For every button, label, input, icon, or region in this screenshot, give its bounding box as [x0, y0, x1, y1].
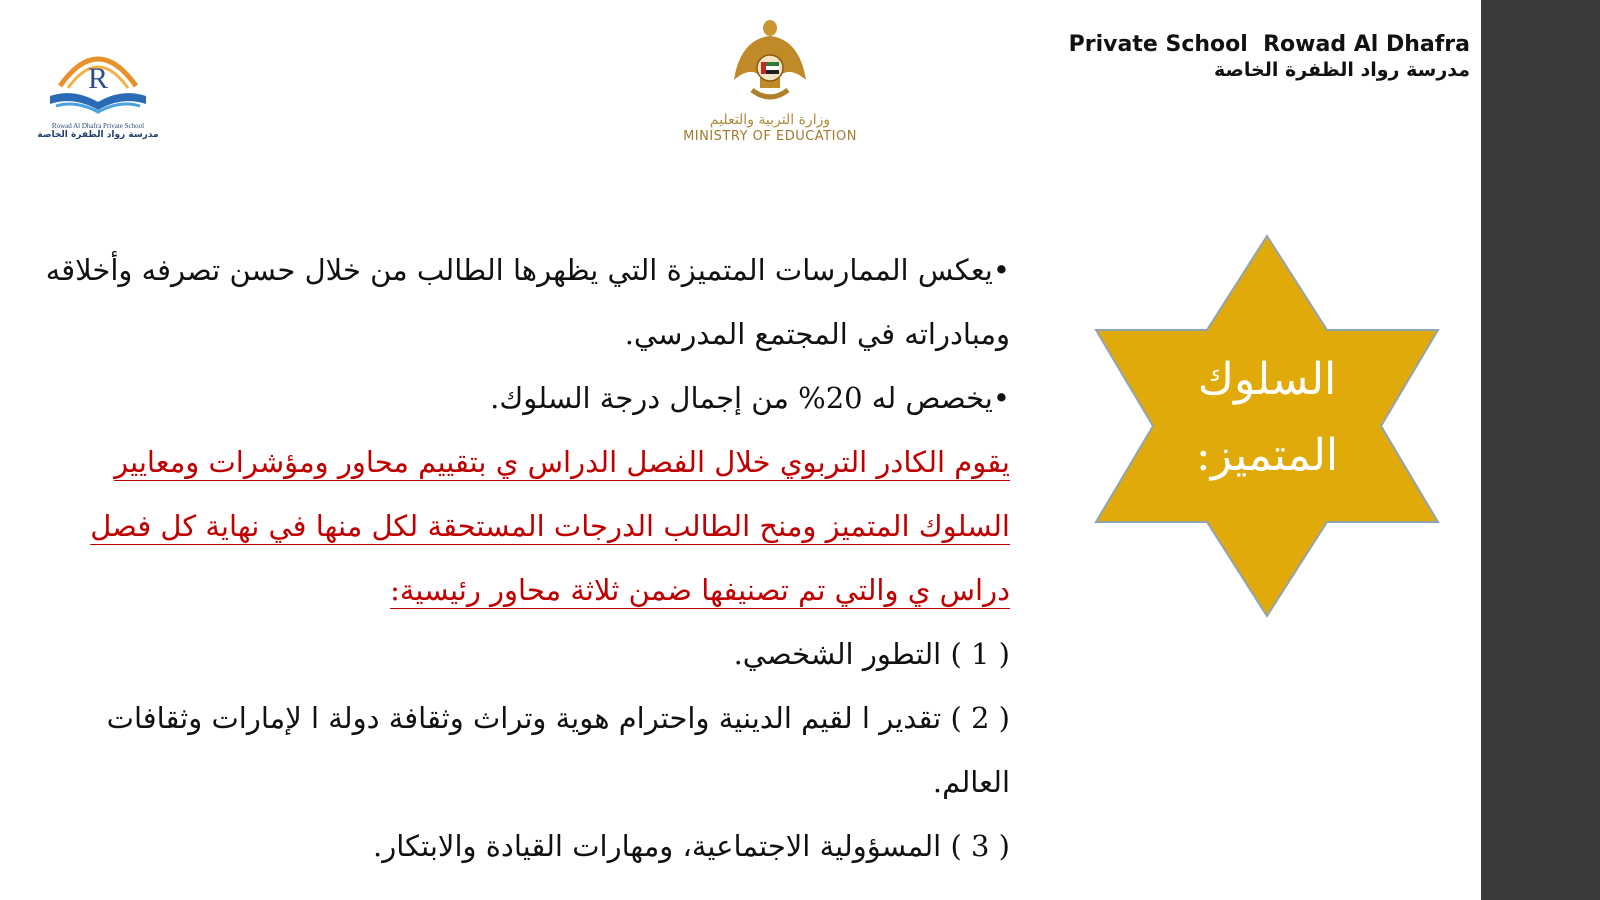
main-content [40, 238, 1010, 878]
school-title-ar: مدرسة رواد الظفرة الخاصة [1214, 59, 1470, 81]
falcon-emblem-icon [730, 18, 810, 110]
school-logo-icon [42, 40, 154, 120]
star-label [1086, 342, 1448, 494]
bullet-point-2: • يخصص له 20% من إجمال درجة السلوك. [40, 366, 1010, 430]
distinguished-behavior-star [1086, 234, 1448, 618]
ministry-name-ar: وزارة التربية والتعليم [709, 112, 831, 128]
ministry-name-en: MINISTRY OF EDUCATION [683, 129, 857, 144]
list-item-2: ( 2 ) تقدير ا لقيم الدينية واحترام هوية وتراث وثقافة دولة ا لإمارات وثقافات العالم. [106, 701, 1010, 799]
ministry-logo [650, 18, 890, 158]
logo-caption-ar: مدرسة رواد الظفرة الخاصة [37, 130, 159, 140]
bullet-point-1: • يعكس الممارسات المتميزة التي يظهرها الطالب من خلال حسن تصرفه وأخلاقه ومبادراته في المجتمع المدرسي. [40, 238, 1010, 366]
list-item-1: ( 1 ) التطور الشخصي. [733, 637, 1010, 671]
criteria-paragraph: يقوم الكادر التربوي خلال الفصل الدراس ي بتقييم محاور ومؤشرات ومعايير السلوك المتميز ومنح الطالب الدرجات المستحقة لكل منها في نهاية كل فصل دراس ي والتي تم تصنيفها ضمن ثلاثة محاور رئيسية: [90, 445, 1010, 607]
logo-caption-en: Rowad Al Dhafra Private School [51, 122, 145, 130]
list-item-3: ( 3 ) المسؤولية الاجتماعية، ومهارات القيادة والابتكار. [373, 829, 1010, 863]
school-title-en: Private School Rowad Al Dhafra [1068, 32, 1470, 57]
school-title [1069, 32, 1470, 81]
star-label-line1: السلوك [1197, 354, 1337, 405]
star-label-line2: المتميز: [1195, 430, 1339, 481]
logo-letter: R [87, 62, 109, 95]
school-logo [36, 40, 160, 150]
right-dark-strip [1481, 0, 1600, 900]
